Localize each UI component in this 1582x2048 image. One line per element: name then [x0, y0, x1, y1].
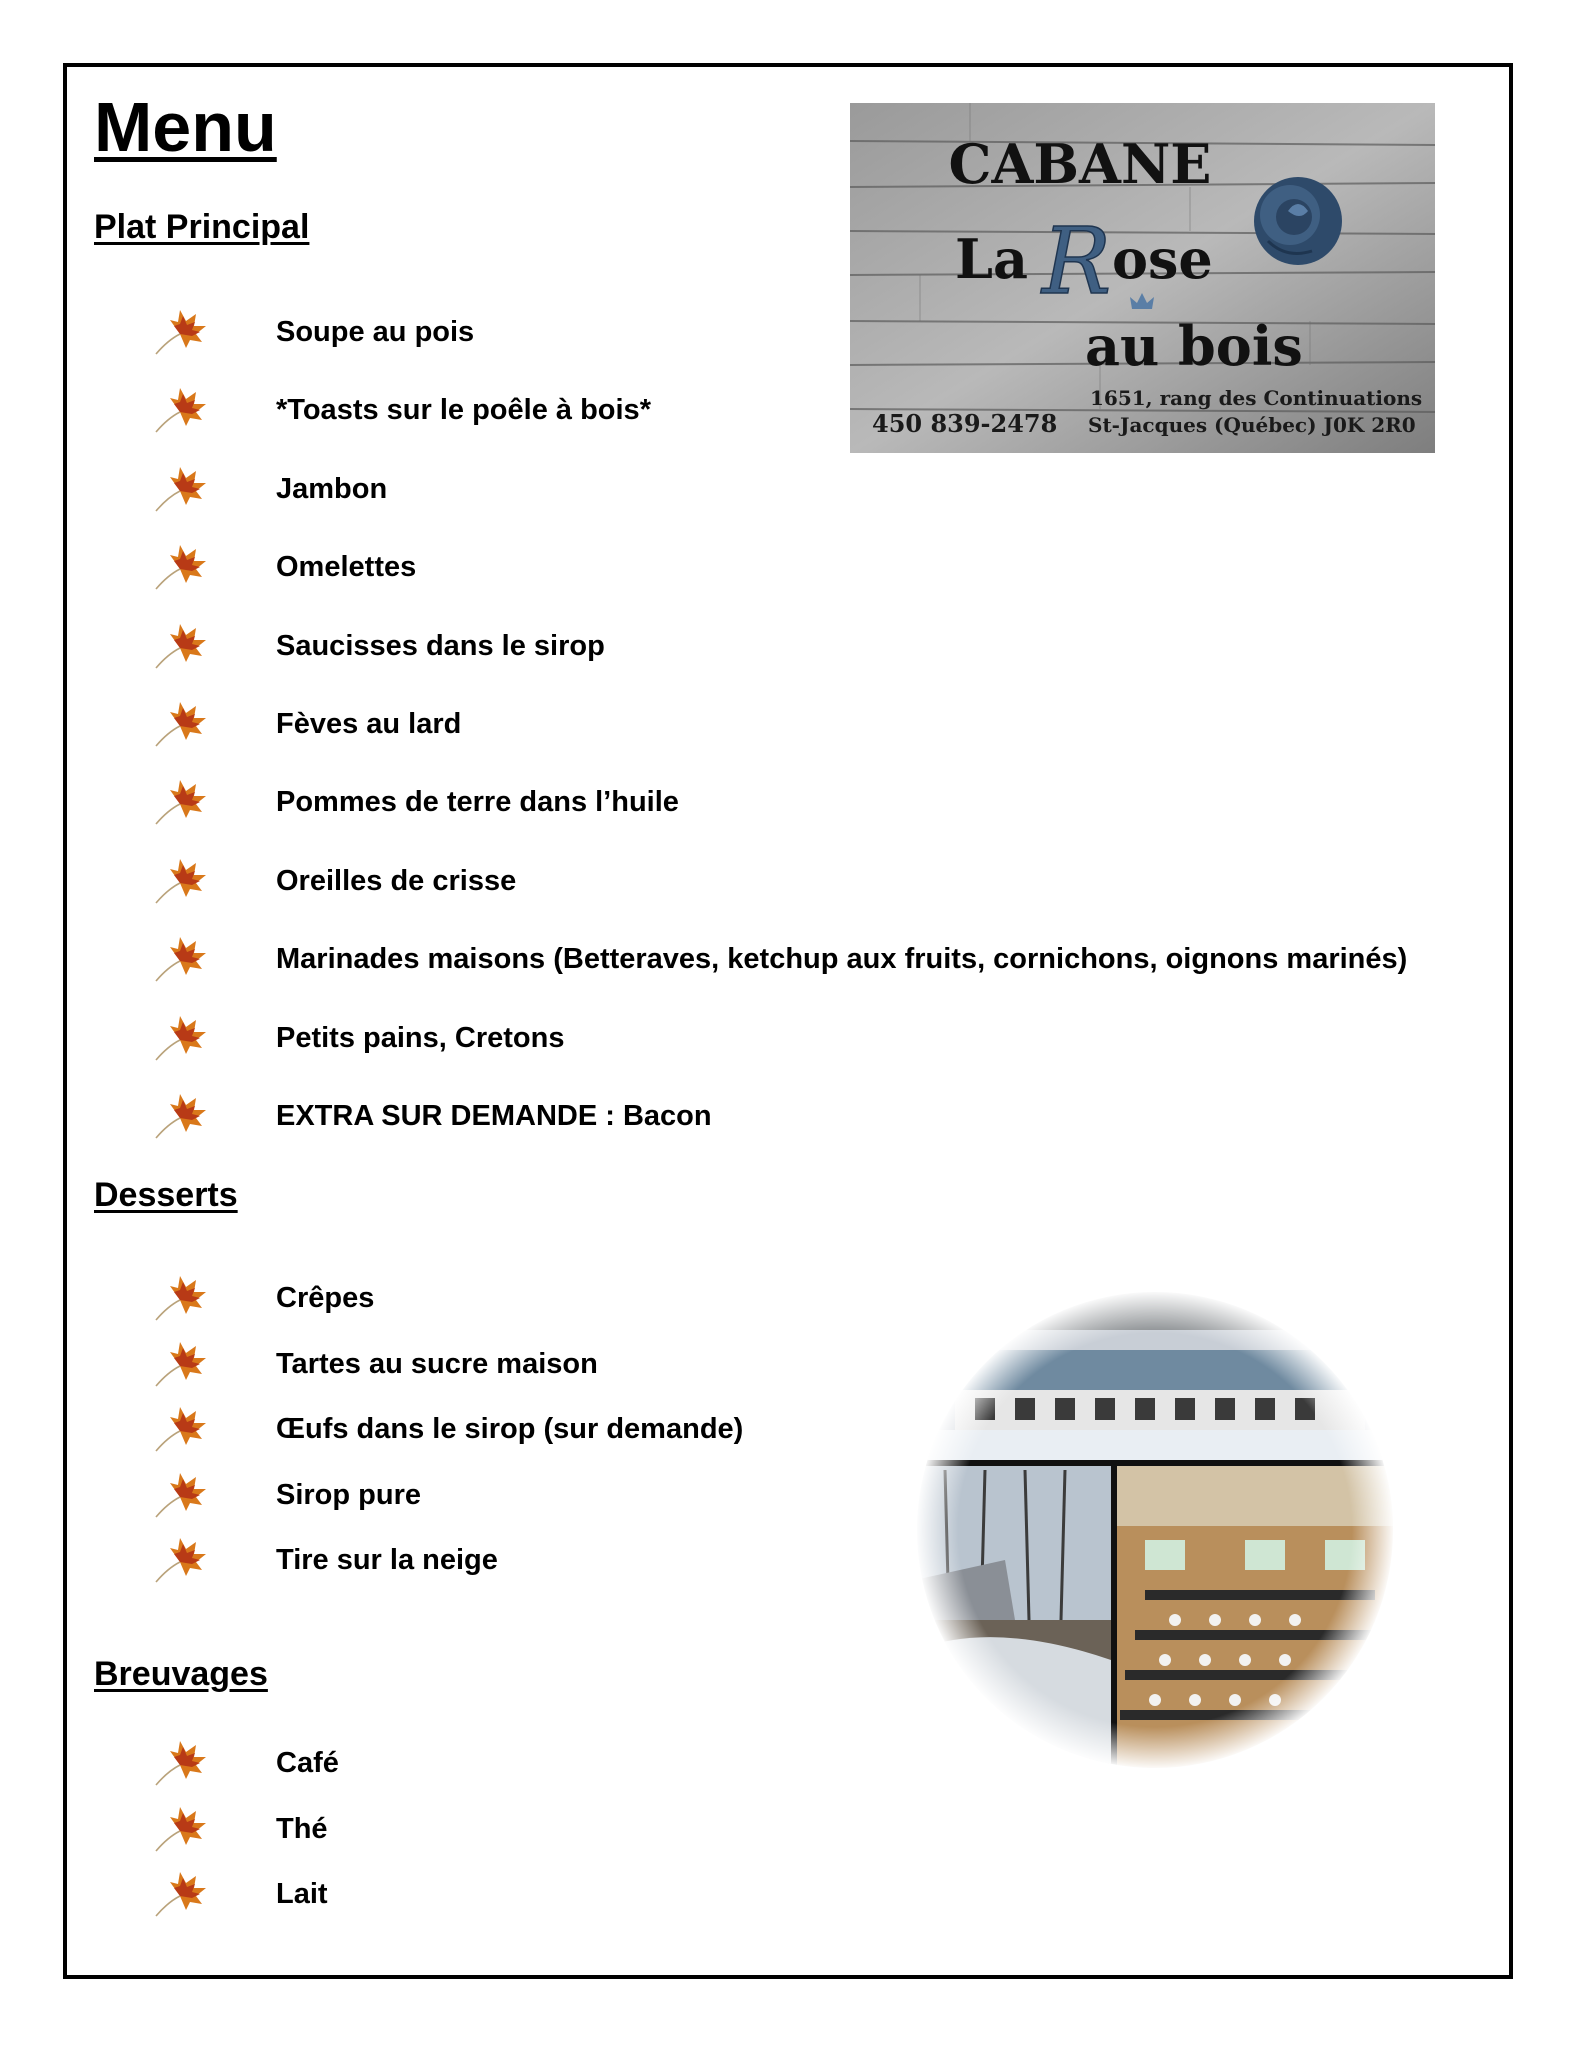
cabane-logo	[850, 103, 1435, 453]
logo-address-line2: St-Jacques (Québec) J0K 2R0	[1088, 413, 1416, 437]
maple-leaf-icon	[150, 933, 214, 985]
cabane-photo-collage	[915, 1290, 1395, 1770]
maple-leaf-icon	[150, 776, 214, 828]
maple-leaf-icon	[150, 855, 214, 907]
rose-icon	[1254, 177, 1342, 265]
menu-item-plat-principal	[0, 704, 1560, 754]
maple-leaf-icon	[150, 1803, 214, 1855]
menu-item-label: Omelettes	[276, 551, 417, 584]
menu-item-plat-principal	[0, 1018, 1560, 1068]
menu-item-label: Sirop pure	[276, 1478, 422, 1511]
maple-leaf-icon	[150, 1012, 214, 1064]
menu-item-label: Œufs dans le sirop (sur demande)	[276, 1413, 744, 1445]
maple-leaf-icon	[150, 1534, 214, 1586]
section-heading-desserts: Desserts	[94, 1176, 238, 1214]
maple-leaf-icon	[150, 1338, 214, 1390]
logo-ose-text: ose	[1112, 227, 1213, 291]
maple-leaf-icon	[150, 698, 214, 750]
menu-item-label: Soupe au pois	[276, 316, 475, 348]
menu-item-label: Pommes de terre dans l’huile	[276, 786, 679, 819]
logo-au-bois-text: au bois	[1085, 314, 1303, 378]
menu-item-label: Marinades maisons (Betteraves, ketchup aux fruits, cornichons, oignons marinés)	[276, 943, 1408, 976]
menu-item-plat-principal	[0, 469, 1560, 519]
logo-la-text: La	[955, 227, 1028, 291]
menu-item-label: Oreilles de crisse	[276, 864, 517, 897]
menu-item-plat-principal	[0, 861, 1560, 911]
logo-r-letter: R	[1042, 208, 1112, 315]
menu-item-label: Saucisses dans le sirop	[276, 629, 605, 662]
section-heading-plat-principal: Plat Principal	[94, 208, 310, 246]
menu-item-plat-principal	[0, 1096, 1560, 1146]
logo-address-line1: 1651, rang des Continuations	[1090, 386, 1423, 410]
menu-item-label: Crêpes	[276, 1282, 375, 1314]
menu-item-plat-principal	[0, 939, 1560, 989]
maple-leaf-icon	[150, 1868, 214, 1920]
maple-leaf-icon	[150, 620, 214, 672]
menu-item-label: Café	[276, 1747, 339, 1779]
menu-item-label: Tartes au sucre maison	[276, 1347, 598, 1380]
maple-leaf-icon	[150, 1469, 214, 1521]
maple-leaf-icon	[150, 1737, 214, 1789]
menu-item-plat-principal	[0, 626, 1560, 676]
page-title: Menu	[94, 88, 277, 166]
maple-leaf-icon	[150, 541, 214, 593]
menu-item-label: Lait	[276, 1878, 328, 1910]
maple-leaf-icon	[150, 463, 214, 515]
menu-item-breuvages	[0, 1809, 1560, 1859]
menu-item-label: Thé	[276, 1812, 328, 1845]
menu-item-label: *Toasts sur le poêle à bois*	[276, 394, 651, 427]
menu-item-plat-principal	[0, 547, 1560, 597]
menu-item-label: EXTRA SUR DEMANDE : Bacon	[276, 1100, 712, 1132]
menu-item-label: Tire sur la neige	[276, 1544, 498, 1576]
logo-phone: 450 839-2478	[872, 409, 1058, 438]
menu-item-label: Petits pains, Cretons	[276, 1021, 565, 1054]
maple-leaf-icon	[150, 1403, 214, 1455]
menu-item-plat-principal	[0, 782, 1560, 832]
logo-cabane-text: CABANE	[948, 132, 1212, 196]
menu-item-label: Fèves au lard	[276, 708, 462, 740]
maple-leaf-icon	[150, 1090, 214, 1142]
section-heading-breuvages: Breuvages	[94, 1655, 268, 1693]
menu-item-label: Jambon	[276, 472, 388, 505]
menu-item-breuvages	[0, 1874, 1560, 1924]
maple-leaf-icon	[150, 306, 214, 358]
maple-leaf-icon	[150, 384, 214, 436]
maple-leaf-icon	[150, 1272, 214, 1324]
